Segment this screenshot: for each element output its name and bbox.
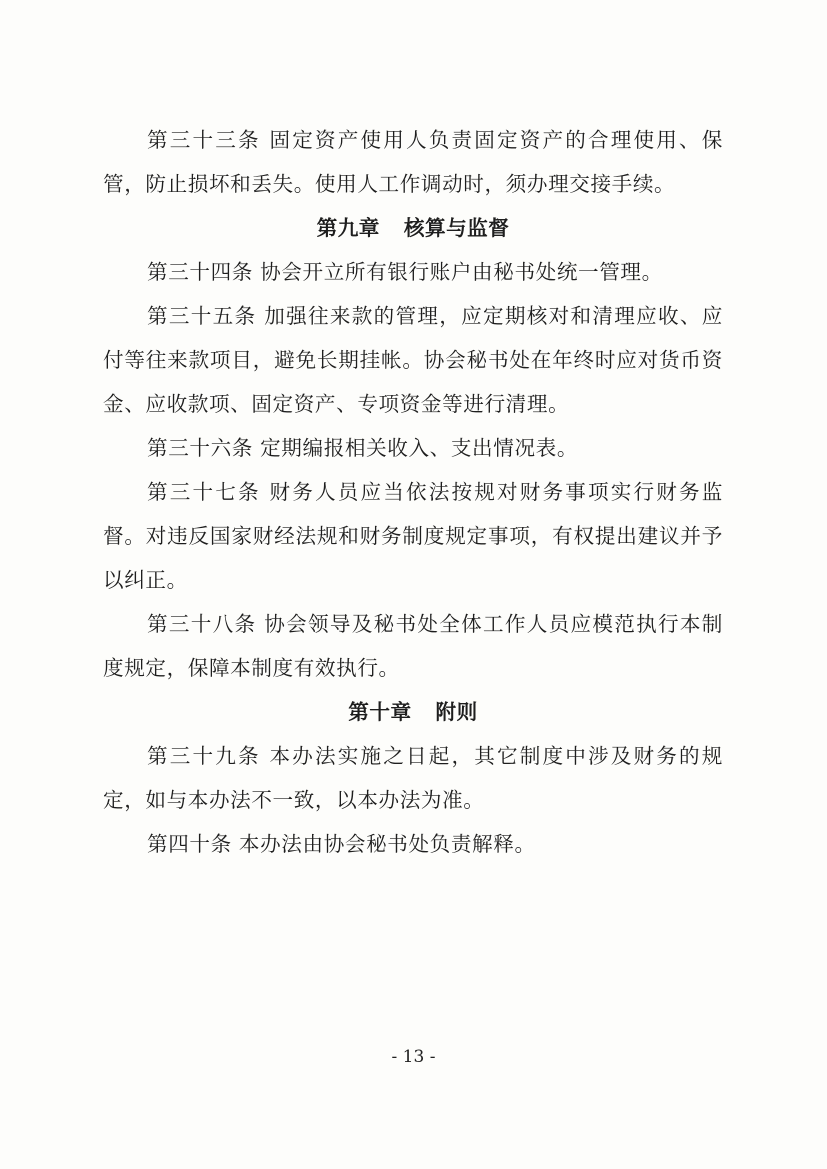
chapter-10-title: 附则: [435, 700, 478, 724]
chapter-10-number: 第十章: [348, 700, 412, 724]
article-34: 第三十四条 协会开立所有银行账户由秘书处统一管理。: [147, 260, 663, 284]
document-body: [103, 118, 723, 866]
article-39: 第三十九条 本办法实施之日起，其它制度中涉及财务的规定，如与本办法不一致，以本办法为准。: [103, 744, 723, 812]
article-37: 第三十七条 财务人员应当依法按规对财务事项实行财务监督。对违反国家财经法规和财务制度规定事项，有权提出建议并予以纠正。: [103, 480, 723, 592]
article-40: 第四十条 本办法由协会秘书处负责解释。: [147, 832, 536, 856]
article-38: 第三十八条 协会领导及秘书处全体工作人员应模范执行本制度规定，保障本制度有效执行。: [103, 612, 723, 680]
chapter-9-heading: [103, 206, 723, 250]
article-36: 第三十六条 定期编报相关收入、支出情况表。: [147, 436, 579, 460]
chapter-9-number: 第九章: [316, 216, 380, 240]
chapter-10-heading: [103, 690, 723, 734]
chapter-9-title: 核算与监督: [403, 216, 510, 240]
article-35: 第三十五条 加强往来款的管理，应定期核对和清理应收、应付等往来款项目，避免长期挂帐。协会秘书处在年终时应对货币资金、应收款项、固定资产、专项资金等进行清理。: [103, 304, 723, 416]
page-number: - 13 -: [391, 1047, 436, 1067]
article-33: 第三十三条 固定资产使用人负责固定资产的合理使用、保管，防止损坏和丢失。使用人工作调动时，须办理交接手续。: [103, 128, 723, 196]
